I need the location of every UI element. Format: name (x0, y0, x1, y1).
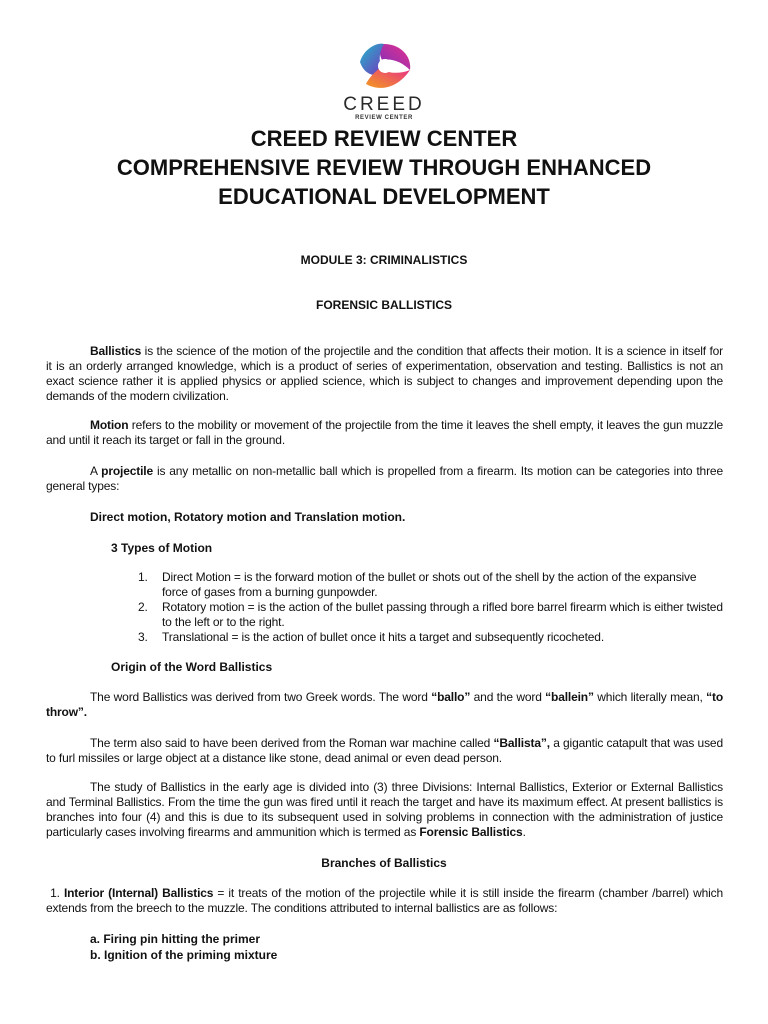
paragraph-motion-text: refers to the mobility or movement of the projectile from the time it leaves the shell empty, it leaves the gun muzzle and until it reach its target or fall in the ground. (46, 418, 723, 447)
p7-text: = it treats of the motion of the projectile while it is still inside the firearm (chamber /barrel) which extends from the breech to the muzzle. The conditions attributed to internal ballistics are as follows: (46, 886, 723, 915)
p6-c: . (522, 825, 526, 839)
list-item-number: 2. (138, 600, 148, 614)
paragraph-motion (46, 418, 723, 448)
term-projectile: projectile (101, 464, 153, 478)
list-item-number: 3. (138, 630, 148, 644)
motions-line: Direct motion, Rotatory motion and Translation motion. (90, 510, 406, 524)
paragraph-projectile-pre: A (90, 464, 102, 478)
p5-ballista: “Ballista”, (493, 736, 550, 750)
types-list (138, 570, 723, 645)
list-item (138, 600, 723, 630)
origin-heading: Origin of the Word Ballistics (111, 660, 273, 674)
header-title-line-2: COMPREHENSIVE REVIEW THROUGH ENHANCED (116, 155, 652, 180)
list-item (138, 570, 723, 600)
branches-heading: Branches of Ballistics (321, 856, 447, 870)
p4-to-throw: “to throw”. (46, 690, 724, 719)
p6-a: The study of Ballistics in the early age is divided into (3) three Divisions: Internal Ballistics, Exterior or External Ballistics and Terminal Ballistics. From the time the gun was fired until it reach the target and have its maximum effect. At present ballistics is branches into four (4) and this is due to its subsequent used in solving problems in connection with the administration of justice particularly cases involving firearms and ammunition which is termed as (46, 780, 723, 839)
paragraph-projectile-text: is any metallic on non-metallic ball which is propelled from a firearm. Its motion can be categories into three general types: (46, 464, 723, 493)
paragraph-ballistics-text: is the science of the motion of the projectile and the condition that affects their motion. It is a science in itself for it is an orderly arranged knowledge, which is a product of series of experimentation, observation and testing. Ballistics is not an exact science rather it is applied physics or applied science, which is subject to changes and improvement depending upon the demands of the modern civilization. (46, 344, 723, 403)
list-item-text: Rotatory motion = is the action of the bullet passing through a rifled bore barrel firearm which is either twisted to the left or to the right. (162, 600, 723, 629)
creed-logo-mark-icon (352, 40, 416, 96)
module-heading: MODULE 3: CRIMINALISTICS (300, 253, 468, 267)
p6-forensic-ballistics: Forensic Ballistics (419, 825, 523, 839)
condition-b: b. Ignition of the priming mixture (90, 948, 278, 962)
p4-a: The word Ballistics was derived from two Greek words. The word (90, 690, 432, 704)
term-motion: Motion (90, 418, 129, 432)
p4-c: and the word (470, 690, 546, 704)
term-ballistics: Ballistics (90, 344, 142, 358)
p4-ballein: “ballein” (545, 690, 594, 704)
paragraph-interior-ballistics (46, 886, 723, 916)
logo-subtitle: REVIEW CENTER (355, 115, 413, 121)
term-interior-ballistics: Interior (Internal) Ballistics (63, 886, 214, 900)
p7-number: 1. (50, 886, 64, 900)
section-heading: FORENSIC BALLISTICS (315, 298, 452, 312)
paragraph-projectile (46, 464, 723, 494)
paragraph-ballistics (46, 344, 723, 404)
p5-c: a gigantic catapult that was used to furl missiles or large object at a distance like stone, dead animal or even dead person. (46, 736, 723, 765)
creed-logo (336, 40, 432, 124)
header-title-line-1: CREED REVIEW CENTER (250, 126, 518, 151)
paragraph-divisions (46, 780, 723, 840)
p5-a: The term also said to have been derived from the Roman war machine called (90, 736, 494, 750)
paragraph-word-origin (46, 690, 723, 720)
list-item-text: Translational = is the action of bullet once it hits a target and subsequently ricocheted. (162, 630, 604, 644)
list-item (138, 630, 723, 645)
paragraph-ballista (46, 736, 723, 766)
list-item-number: 1. (138, 570, 148, 584)
p4-ballo: “ballo” (431, 690, 471, 704)
types-heading: 3 Types of Motion (111, 541, 213, 555)
header-title-line-3: EDUCATIONAL DEVELOPMENT (218, 184, 550, 209)
list-item-text: Direct Motion = is the forward motion of the bullet or shots out of the shell by the action of the expansive force of gases from a burning gunpowder. (162, 570, 697, 599)
logo-wordmark: CREED (343, 94, 425, 115)
condition-a: a. Firing pin hitting the primer (90, 932, 260, 946)
p4-e: which literally mean, (593, 690, 707, 704)
